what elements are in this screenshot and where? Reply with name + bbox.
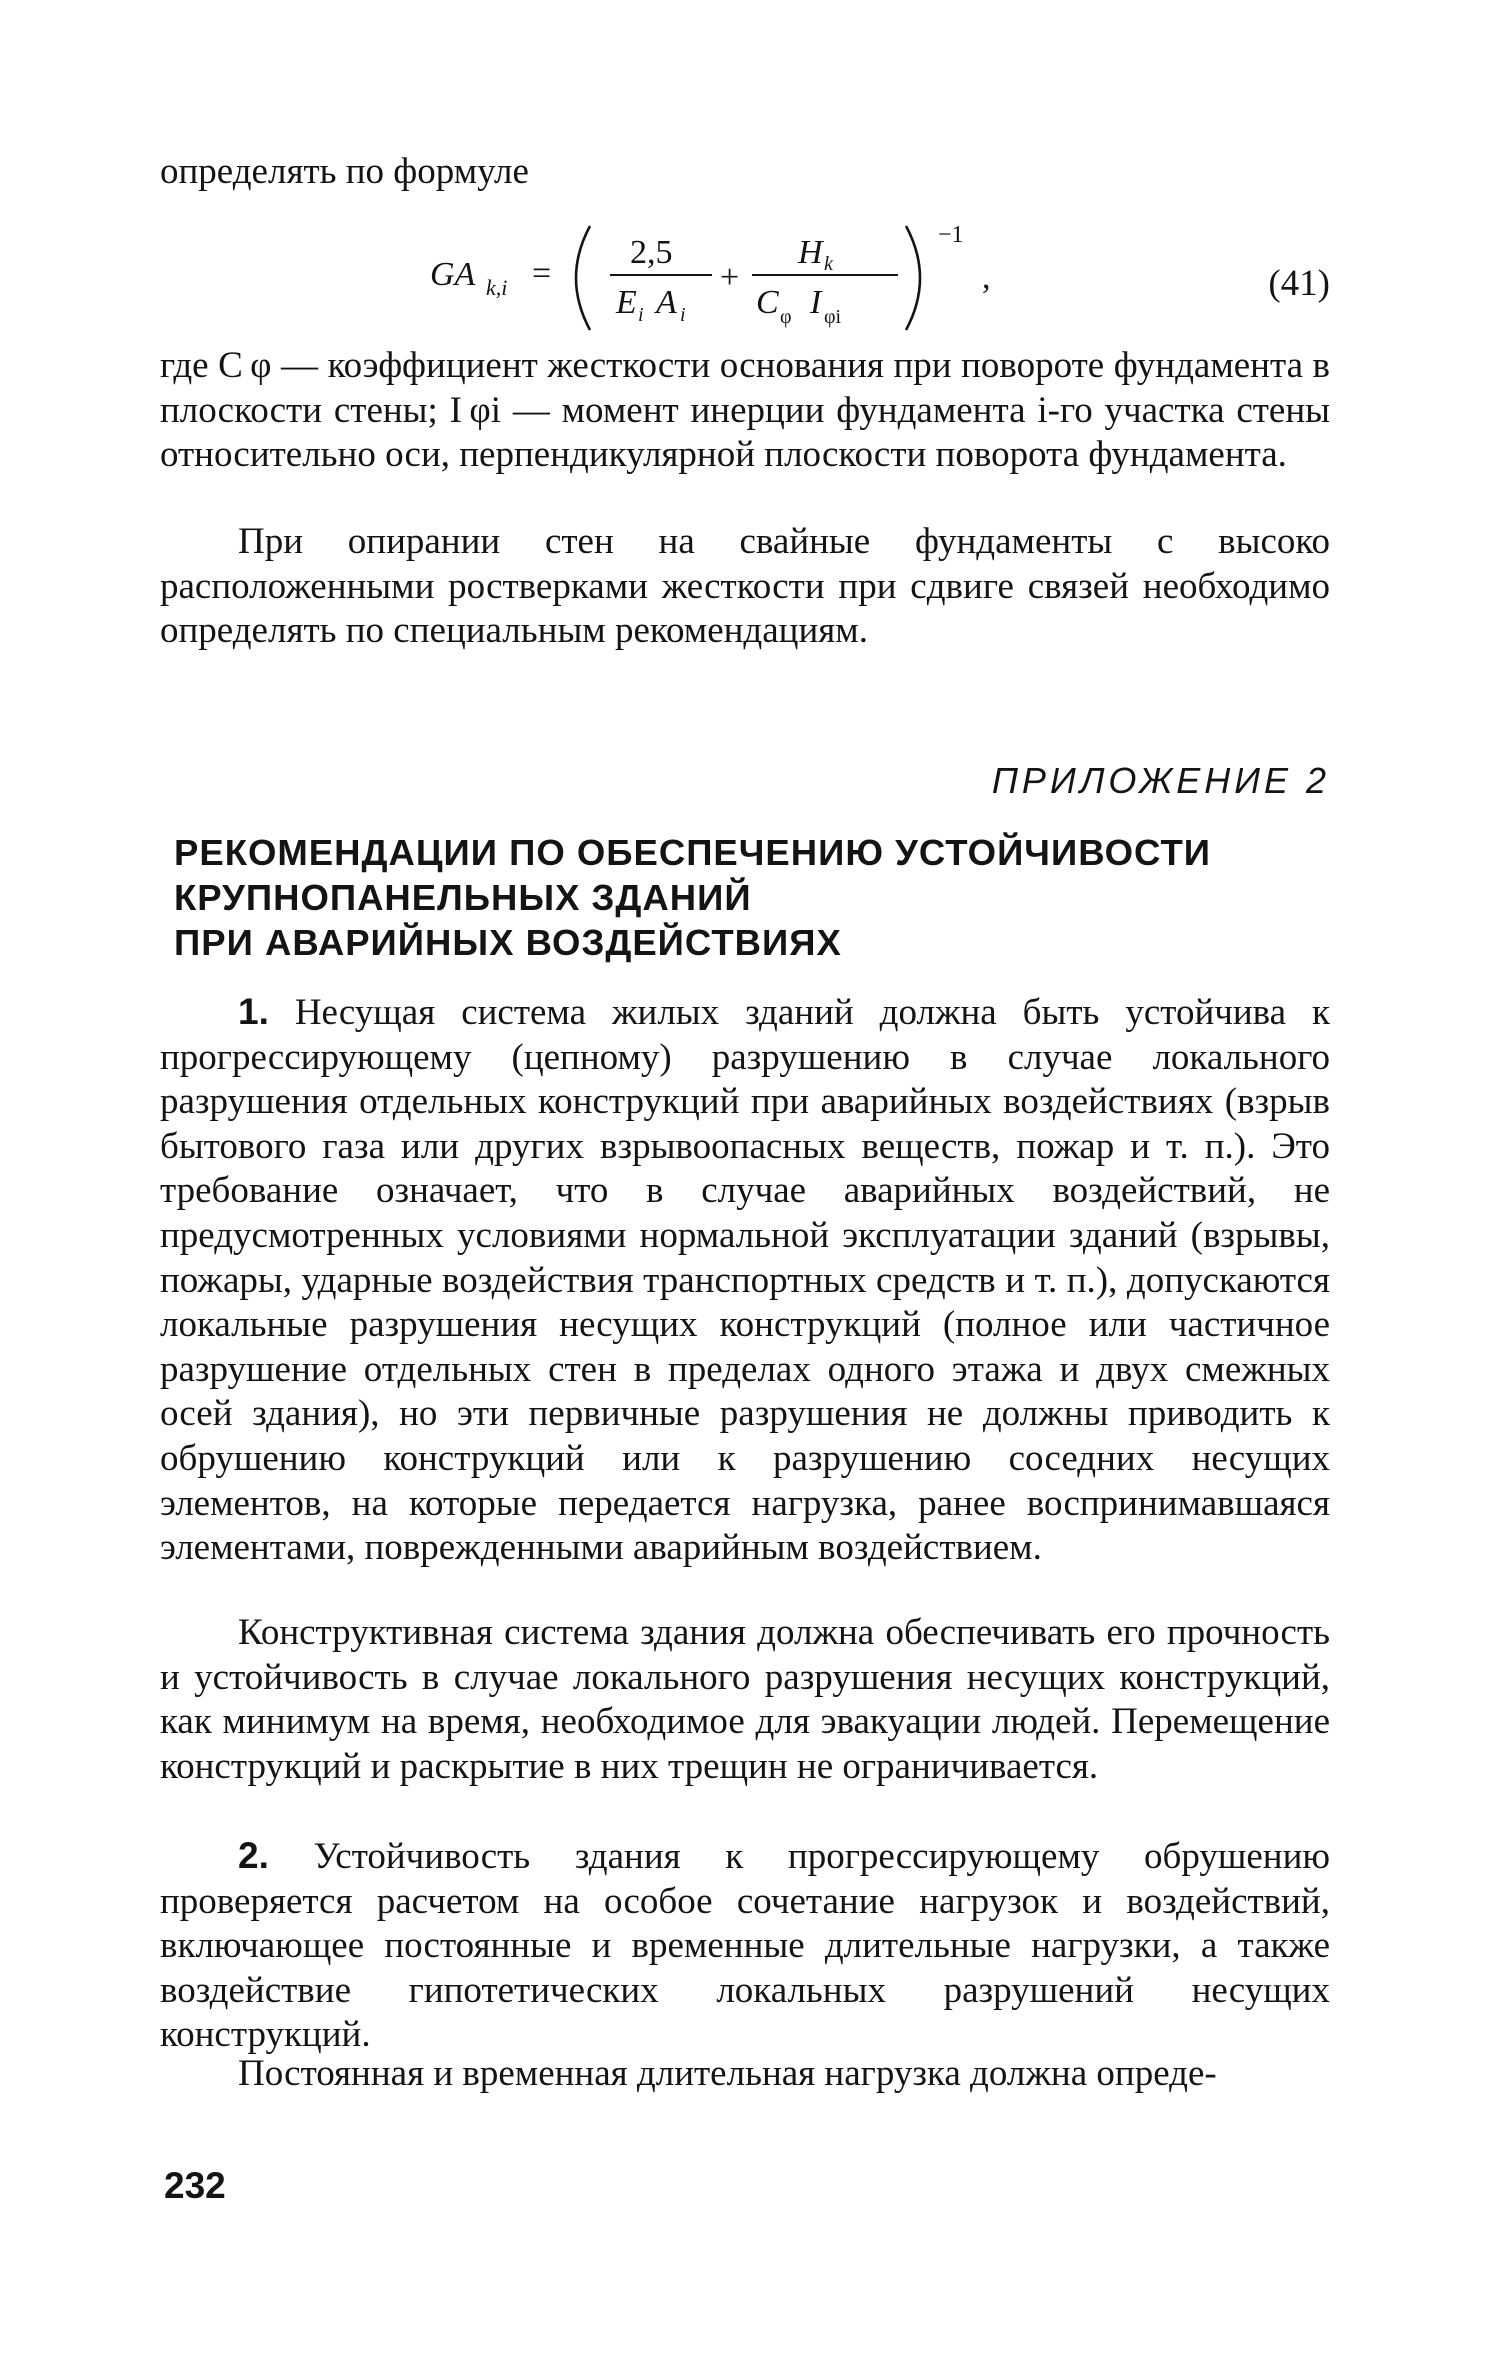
pile-foundation-paragraph: При опирании стен на свайные фундаменты с высоко расположенными ростверками жесткости при сдвиге связей необходимо определять по специальным рекомендациям. (160, 521, 1330, 652)
frac1-den-e: E (616, 284, 637, 321)
formula-plus: + (720, 259, 740, 296)
formula-equals: = (532, 255, 552, 292)
frac2-den-c-sub: φ (780, 306, 792, 328)
formula-graphic (430, 218, 1190, 338)
load-paragraph (160, 2052, 1330, 2097)
item-text: Устойчивость здания к прогрессирующему обрушению проверяется расчетом на особое сочетание нагрузок и воздействий, включающее постоянные и временные длительные нагрузки, а также воздействие гипотетических локальных разрушений несущих конструкций. (160, 1836, 1331, 2056)
right-paren (906, 226, 920, 330)
item-1-paragraph (160, 990, 1330, 1571)
heading-line: РЕКОМЕНДАЦИИ ПО ОБЕСПЕЧЕНИЮ УСТОЙЧИВОСТИ (174, 832, 1212, 873)
appendix-label: ПРИЛОЖЕНИЕ 2 (991, 760, 1330, 801)
frac2-den-c: C (756, 284, 779, 321)
item-text: Постоянная и временная длительная нагрузка должна опреде- (238, 2053, 1217, 2094)
formula-41 (430, 218, 1330, 338)
frac2-den-i: I (810, 284, 822, 321)
structural-system-paragraph (160, 1611, 1330, 1789)
left-paren (576, 226, 590, 330)
frac1-numerator: 2,5 (630, 234, 673, 271)
frac2-den-i-sub: φi (824, 306, 842, 328)
heading-line: КРУПНОПАНЕЛЬНЫХ ЗДАНИЙ (174, 877, 752, 918)
formula-lhs: GA (430, 256, 476, 293)
formula-comma: , (982, 259, 991, 296)
frac2-numerator-sub: k (824, 253, 833, 275)
frac1-den-a-sub: i (680, 304, 686, 326)
equation-number: (41) (1268, 263, 1330, 304)
item-2-paragraph (160, 1834, 1330, 2058)
item-text: Конструктивная система здания должна обеспечивать его прочность и устойчивость в случае локального разрушения несущих конструкций, как минимум на время, необходимое для эвакуации людей. Перемещение конструкций и раскрытие в них трещин не ограничивается. (160, 1612, 1330, 1787)
intro-text: определять по формуле (160, 151, 529, 192)
heading-line: ПРИ АВАРИЙНЫХ ВОЗДЕЙСТВИЯХ (174, 922, 842, 963)
section-heading (174, 830, 1334, 965)
item-number: 1. (238, 991, 269, 1032)
item-number: 2. (238, 1835, 269, 1876)
formula-exponent: −1 (938, 222, 964, 248)
where-paragraph: где C φ — коэффициент жесткости основания при повороте фундамента в плоскости стены; I φi — момент инерции фундамента i-го участка стены относительно оси, перпендикулярной плоскости поворота фундамента. (160, 345, 1330, 476)
item-text: Несущая система жилых зданий должна быть устойчива к прогрессирующему (цепному) разрушению в случае локального разрушения отдельных конструкций при аварийных воздействиях (взрыв бытового газа или других взрывоопасных веществ, пожар и т. п.). Это требование означает, что в случае аварийных воздействий, не предусмотренных условиями нормальной эксплуатации зданий (взрывы, пожары, ударные воздействия транспортных средств и т. п.), допускаются локальные разрушения несущих конструкций (полное или частичное разрушение отдельных стен в пределах одного этажа и двух смежных осей здания), но эти первичные разрушения не должны приводить к обрушению конструкций или к разрушению соседних несущих элементов, на которые передается нагрузка, ранее воспринимавшаяся элементами, поврежденными аварийным воздействием. (160, 992, 1330, 1569)
frac1-den-a: A (656, 284, 677, 321)
formula-lhs-sub: k,i (486, 275, 508, 300)
frac2-numerator: H (798, 234, 823, 271)
page-number: 232 (164, 2165, 226, 2206)
frac1-den-e-sub: i (638, 304, 644, 326)
